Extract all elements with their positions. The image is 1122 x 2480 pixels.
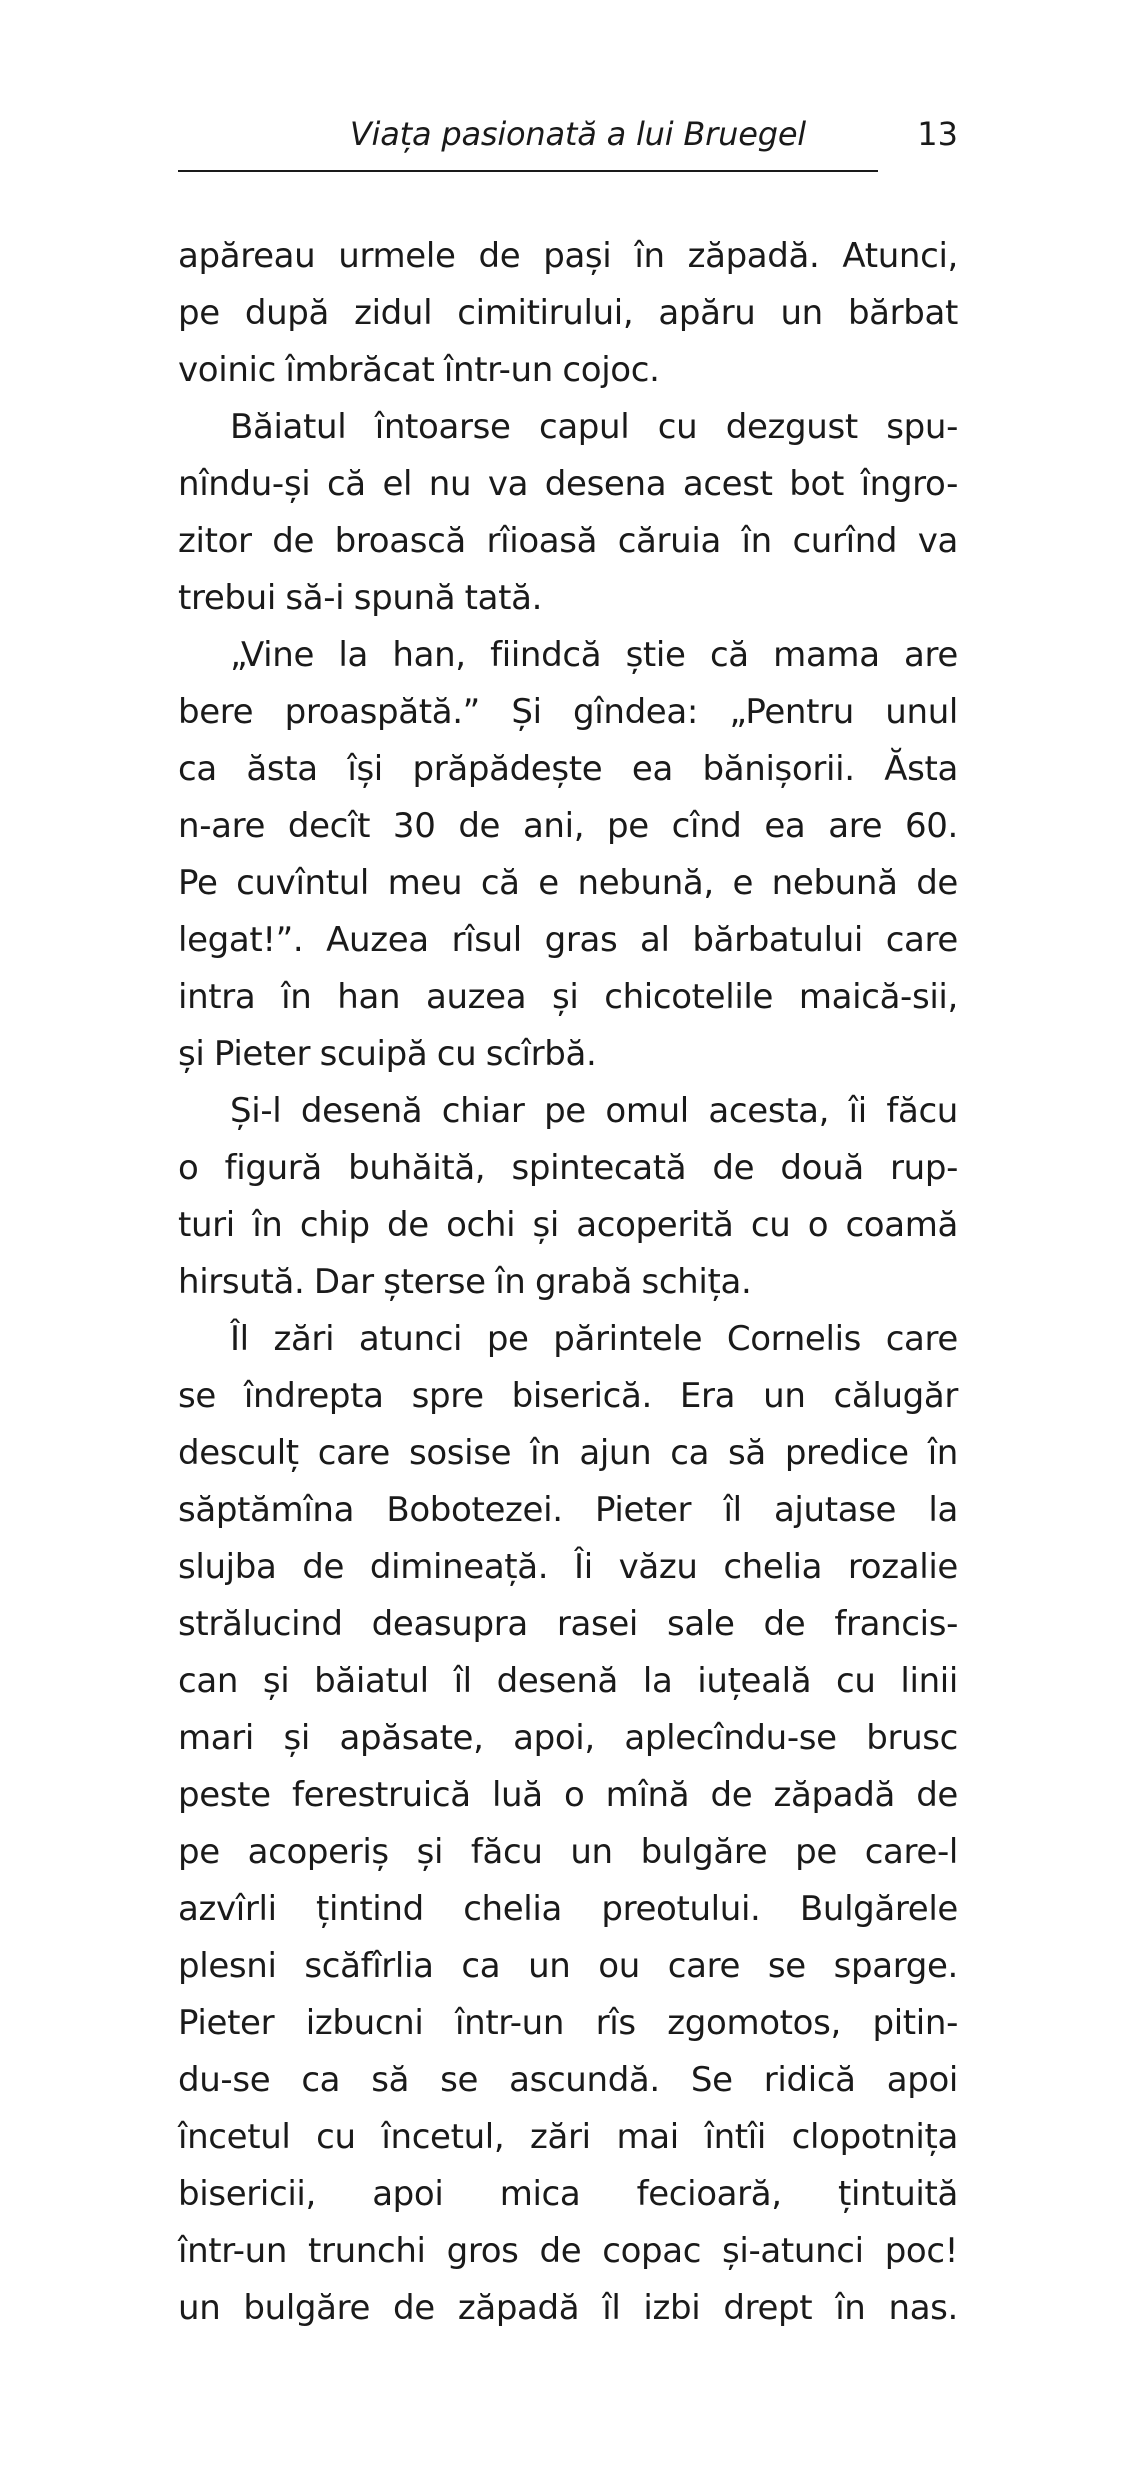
text-line: nîndu-și că el nu va desena acest bot îngro- bbox=[178, 464, 958, 504]
text-line: încetul cu încetul, zări mai întîi clopotnița bbox=[178, 2117, 958, 2157]
paragraph bbox=[178, 1083, 958, 1311]
paragraph bbox=[178, 1311, 958, 2337]
paragraph bbox=[178, 627, 958, 1083]
running-header bbox=[178, 110, 958, 170]
text-line: Îl zări atunci pe părintele Cornelis care bbox=[230, 1319, 958, 1359]
text-line: ca ăsta își prăpădește ea bănișorii. Ăsta bbox=[178, 749, 958, 789]
text-line: can și băiatul îl desenă la iuțeală cu linii bbox=[178, 1661, 958, 1701]
paragraph bbox=[178, 228, 958, 399]
text-line: apăreau urmele de pași în zăpadă. Atunci, bbox=[178, 236, 958, 276]
text-line: strălucind deasupra rasei sale de francis- bbox=[178, 1604, 958, 1644]
text-line: Pe cuvîntul meu că e nebună, e nebună de bbox=[178, 863, 958, 903]
text-line: într-un trunchi gros de copac și-atunci poc! bbox=[178, 2231, 958, 2271]
page-number: 13 bbox=[917, 115, 958, 153]
text-line: pe acoperiș și făcu un bulgăre pe care-l bbox=[178, 1832, 958, 1872]
text-line: turi în chip de ochi și acoperită cu o coamă bbox=[178, 1205, 958, 1245]
text-line: intra în han auzea și chicotelile maică-sii, bbox=[178, 977, 958, 1017]
body-text bbox=[178, 228, 958, 2337]
text-line: Și-l desenă chiar pe omul acesta, îi făcu bbox=[230, 1091, 958, 1131]
text-line: legat!”. Auzea rîsul gras al bărbatului care bbox=[178, 920, 958, 960]
text-line: un bulgăre de zăpadă îl izbi drept în nas. bbox=[178, 2288, 958, 2328]
text-line: Pieter izbucni într-un rîs zgomotos, pitin- bbox=[178, 2003, 958, 2043]
text-line: o figură buhăită, spintecată de două rup- bbox=[178, 1148, 958, 1188]
text-line: se îndrepta spre biserică. Era un călugăr bbox=[178, 1376, 958, 1416]
text-line: săptămîna Bobotezei. Pieter îl ajutase la bbox=[178, 1490, 958, 1530]
text-line: hirsută. Dar șterse în grabă schița. bbox=[178, 1262, 752, 1302]
text-line: slujba de dimineață. Îi văzu chelia rozalie bbox=[178, 1547, 958, 1587]
text-line: desculț care sosise în ajun ca să predice în bbox=[178, 1433, 958, 1473]
text-line: bere proaspătă.” Și gîndea: „Pentru unul bbox=[178, 692, 958, 732]
header-rule bbox=[178, 170, 878, 172]
text-line: și Pieter scuipă cu scîrbă. bbox=[178, 1034, 597, 1074]
text-line: zitor de broască rîioasă căruia în curînd va bbox=[178, 521, 958, 561]
text-line: voinic îmbrăcat într-un cojoc. bbox=[178, 350, 660, 390]
text-line: „Vine la han, fiindcă știe că mama are bbox=[230, 635, 958, 675]
text-line: azvîrli țintind chelia preotului. Bulgărele bbox=[178, 1889, 958, 1929]
text-line: n-are decît 30 de ani, pe cînd ea are 60. bbox=[178, 806, 958, 846]
paragraph bbox=[178, 399, 958, 627]
text-line: du-se ca să se ascundă. Se ridică apoi bbox=[178, 2060, 958, 2100]
text-line: bisericii, apoi mica fecioară, țintuită bbox=[178, 2174, 958, 2214]
text-line: pe după zidul cimitirului, apăru un bărbat bbox=[178, 293, 958, 333]
text-line: trebui să-i spună tată. bbox=[178, 578, 543, 618]
running-title: Viața pasionată a lui Bruegel bbox=[349, 115, 806, 153]
text-line: peste ferestruică luă o mînă de zăpadă de bbox=[178, 1775, 958, 1815]
text-line: Băiatul întoarse capul cu dezgust spu- bbox=[230, 407, 958, 447]
text-line: mari și apăsate, apoi, aplecîndu-se brusc bbox=[178, 1718, 958, 1758]
text-line: plesni scăfîrlia ca un ou care se sparge. bbox=[178, 1946, 958, 1986]
